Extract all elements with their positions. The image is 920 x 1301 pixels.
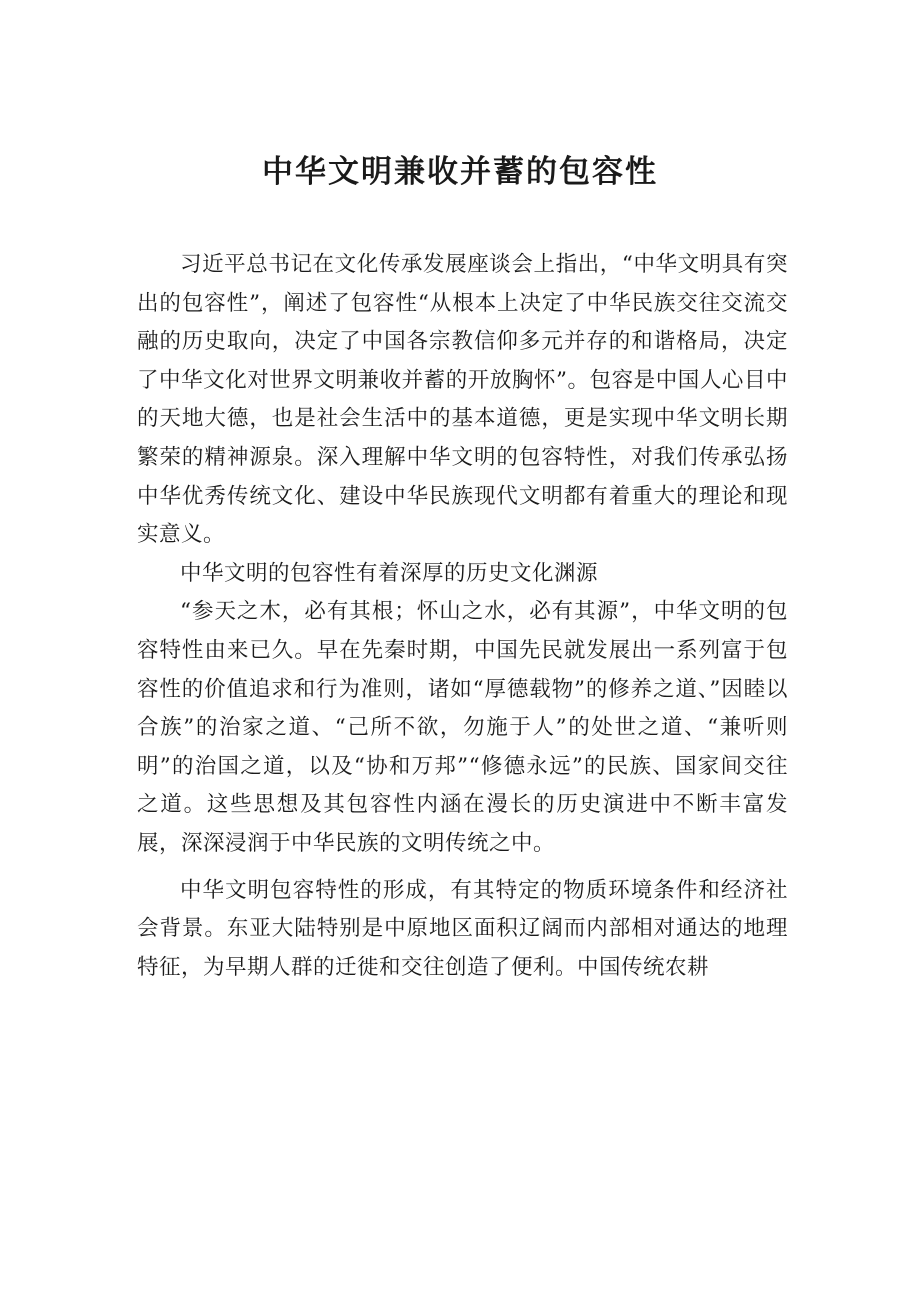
document-body bbox=[137, 246, 788, 987]
intro-paragraph: 习近平总书记在文化传承发展座谈会上指出，“中华文明具有突出的包容性”，阐述了包容性“从根本上决定了中华民族交往交流交融的历史取向，决定了中国各宗教信仰多元并存的和谐格局，决定了中华文化对世界文明兼收并蓄的开放胸怀”。包容是中国人心目中的天地大德，也是社会生活中的基本道德，更是实现中华文明长期繁荣的精神源泉。深入理解中华文明的包容特性，对我们传承弘扬中华优秀传统文化、建设中华民族现代文明都有着重大的理论和现实意义。 bbox=[137, 252, 788, 548]
section-paragraph-2: 中华文明包容特性的形成，有其特定的物质环境条件和经济社会背景。东亚大陆特别是中原地区面积辽阔而内部相对通达的地理特征，为早期人群的迁徙和交往创造了便利。中国传统农耕 bbox=[137, 877, 788, 980]
document-title: 中华文明兼收并蓄的包容性 bbox=[262, 154, 658, 190]
section-paragraph-1: “参天之木，必有其根；怀山之水，必有其源”，中华文明的包容特性由来已久。早在先秦时期，中国先民就发展出一系列富于包容性的价值追求和行为准则，诸如“厚德载物”的修养之道、”因睦以合族”的治家之道、“己所不欲，勿施于人”的处世之道、“兼听则明”的治国之道，以及“协和万邦”“修德永远”的民族、国家间交往之道。这些思想及其包容性内涵在漫长的历史演进中不断丰富发展，深深浸润于中华民族的文明传统之中。 bbox=[137, 599, 788, 856]
section-heading: 中华文明的包容性有着深厚的历史文化渊源 bbox=[180, 560, 599, 586]
